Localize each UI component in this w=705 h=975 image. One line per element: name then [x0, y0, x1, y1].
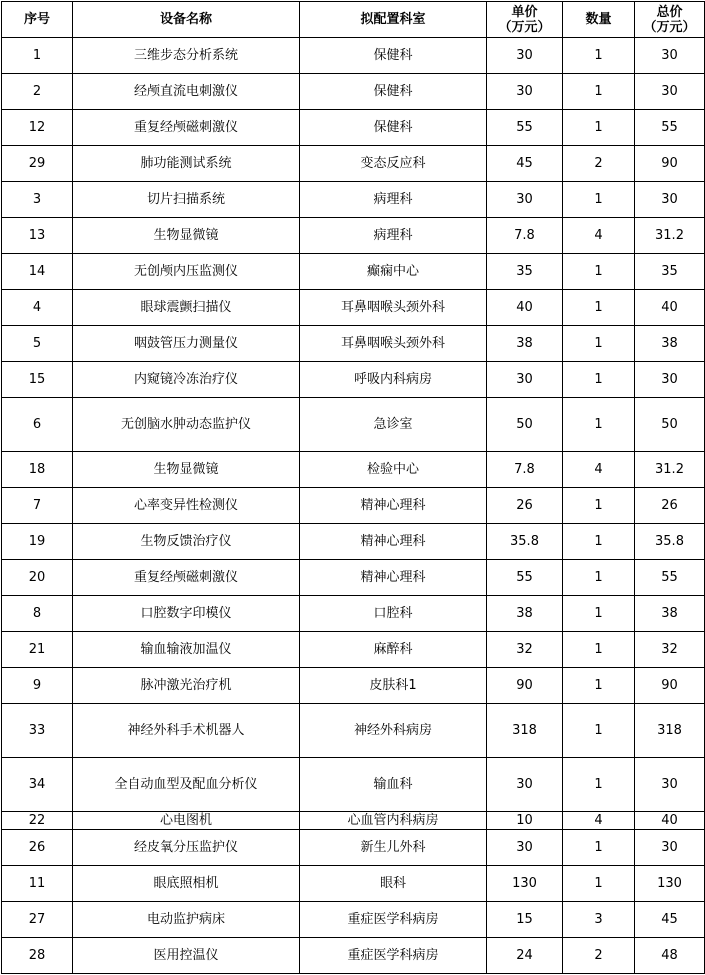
table-row	[2, 758, 705, 812]
cell-unit-price: 7.8	[487, 452, 563, 488]
header-seq: 序号	[2, 2, 73, 38]
table-row	[2, 632, 705, 668]
cell-unit-price: 10	[487, 812, 563, 830]
cell-quantity: 1	[563, 38, 635, 74]
cell-total-price: 31.2	[635, 218, 705, 254]
cell-department: 心血管内科病房	[300, 812, 487, 830]
table-row	[2, 74, 705, 110]
cell-unit-price: 55	[487, 110, 563, 146]
cell-department: 重症医学科病房	[300, 938, 487, 974]
header-total	[635, 2, 705, 38]
cell-total-price: 318	[635, 704, 705, 758]
cell-department: 癫痫中心	[300, 254, 487, 290]
cell-total-price: 31.2	[635, 452, 705, 488]
cell-department: 保健科	[300, 38, 487, 74]
cell-quantity: 1	[563, 182, 635, 218]
cell-unit-price: 35.8	[487, 524, 563, 560]
cell-quantity: 1	[563, 866, 635, 902]
cell-department: 精神心理科	[300, 488, 487, 524]
cell-seq: 7	[2, 488, 73, 524]
table-row	[2, 452, 705, 488]
cell-department: 呼吸内科病房	[300, 362, 487, 398]
cell-quantity: 2	[563, 146, 635, 182]
cell-quantity: 1	[563, 560, 635, 596]
header-dept: 拟配置科室	[300, 2, 487, 38]
cell-total-price: 30	[635, 362, 705, 398]
header-total-label: 总价	[656, 4, 683, 20]
cell-quantity: 3	[563, 902, 635, 938]
cell-department: 口腔科	[300, 596, 487, 632]
cell-total-price: 35.8	[635, 524, 705, 560]
cell-total-price: 40	[635, 812, 705, 830]
table-row	[2, 830, 705, 866]
cell-seq: 14	[2, 254, 73, 290]
cell-unit-price: 35	[487, 254, 563, 290]
cell-quantity: 1	[563, 488, 635, 524]
cell-quantity: 1	[563, 254, 635, 290]
header-row	[2, 2, 705, 38]
cell-device-name: 输血输液加温仪	[73, 632, 300, 668]
cell-department: 眼科	[300, 866, 487, 902]
header-unit-price	[487, 2, 563, 38]
cell-seq: 1	[2, 38, 73, 74]
cell-quantity: 4	[563, 452, 635, 488]
cell-total-price: 30	[635, 74, 705, 110]
cell-total-price: 55	[635, 110, 705, 146]
cell-department: 神经外科病房	[300, 704, 487, 758]
cell-total-price: 30	[635, 182, 705, 218]
cell-quantity: 1	[563, 362, 635, 398]
cell-device-name: 心率变异性检测仪	[73, 488, 300, 524]
table-row	[2, 704, 705, 758]
cell-quantity: 1	[563, 596, 635, 632]
cell-department: 输血科	[300, 758, 487, 812]
cell-department: 急诊室	[300, 398, 487, 452]
cell-department: 变态反应科	[300, 146, 487, 182]
cell-department: 精神心理科	[300, 524, 487, 560]
table-row	[2, 596, 705, 632]
cell-department: 耳鼻咽喉头颈外科	[300, 290, 487, 326]
cell-quantity: 1	[563, 758, 635, 812]
cell-unit-price: 30	[487, 830, 563, 866]
cell-unit-price: 55	[487, 560, 563, 596]
table-row	[2, 524, 705, 560]
cell-total-price: 45	[635, 902, 705, 938]
table-row	[2, 218, 705, 254]
cell-quantity: 1	[563, 632, 635, 668]
cell-total-price: 32	[635, 632, 705, 668]
cell-unit-price: 15	[487, 902, 563, 938]
cell-device-name: 经皮氧分压监护仪	[73, 830, 300, 866]
cell-department: 检验中心	[300, 452, 487, 488]
cell-unit-price: 30	[487, 362, 563, 398]
cell-total-price: 55	[635, 560, 705, 596]
cell-unit-price: 38	[487, 326, 563, 362]
table-row	[2, 938, 705, 974]
cell-department: 麻醉科	[300, 632, 487, 668]
cell-quantity: 1	[563, 290, 635, 326]
cell-total-price: 90	[635, 146, 705, 182]
cell-device-name: 重复经颅磁刺激仪	[73, 560, 300, 596]
cell-seq: 12	[2, 110, 73, 146]
cell-department: 保健科	[300, 74, 487, 110]
cell-device-name: 经颅直流电刺激仪	[73, 74, 300, 110]
cell-unit-price: 30	[487, 74, 563, 110]
cell-unit-price: 30	[487, 182, 563, 218]
cell-seq: 4	[2, 290, 73, 326]
cell-unit-price: 24	[487, 938, 563, 974]
cell-device-name: 生物反馈治疗仪	[73, 524, 300, 560]
cell-device-name: 电动监护病床	[73, 902, 300, 938]
cell-quantity: 1	[563, 110, 635, 146]
cell-device-name: 医用控温仪	[73, 938, 300, 974]
cell-seq: 15	[2, 362, 73, 398]
cell-unit-price: 318	[487, 704, 563, 758]
cell-device-name: 全自动血型及配血分析仪	[73, 758, 300, 812]
header-unit-price-label: 单价	[511, 4, 538, 20]
cell-seq: 34	[2, 758, 73, 812]
cell-unit-price: 50	[487, 398, 563, 452]
cell-total-price: 30	[635, 38, 705, 74]
cell-department: 病理科	[300, 182, 487, 218]
cell-total-price: 40	[635, 290, 705, 326]
cell-seq: 18	[2, 452, 73, 488]
cell-device-name: 眼底照相机	[73, 866, 300, 902]
cell-seq: 11	[2, 866, 73, 902]
cell-device-name: 切片扫描系统	[73, 182, 300, 218]
table-row	[2, 866, 705, 902]
cell-unit-price: 30	[487, 758, 563, 812]
table-row	[2, 38, 705, 74]
cell-seq: 27	[2, 902, 73, 938]
cell-department: 保健科	[300, 110, 487, 146]
table-row	[2, 110, 705, 146]
cell-device-name: 肺功能测试系统	[73, 146, 300, 182]
table-body	[2, 38, 705, 974]
cell-total-price: 48	[635, 938, 705, 974]
table-row	[2, 146, 705, 182]
cell-total-price: 38	[635, 596, 705, 632]
cell-seq: 19	[2, 524, 73, 560]
cell-unit-price: 7.8	[487, 218, 563, 254]
cell-department: 重症医学科病房	[300, 902, 487, 938]
cell-quantity: 4	[563, 812, 635, 830]
cell-unit-price: 26	[487, 488, 563, 524]
header-name: 设备名称	[73, 2, 300, 38]
cell-device-name: 口腔数字印模仪	[73, 596, 300, 632]
cell-quantity: 1	[563, 326, 635, 362]
cell-department: 病理科	[300, 218, 487, 254]
cell-total-price: 38	[635, 326, 705, 362]
equipment-table	[1, 1, 705, 974]
cell-seq: 3	[2, 182, 73, 218]
cell-total-price: 35	[635, 254, 705, 290]
cell-seq: 26	[2, 830, 73, 866]
cell-device-name: 无创脑水肿动态监护仪	[73, 398, 300, 452]
cell-department: 精神心理科	[300, 560, 487, 596]
cell-total-price: 26	[635, 488, 705, 524]
cell-quantity: 1	[563, 524, 635, 560]
cell-unit-price: 90	[487, 668, 563, 704]
cell-seq: 9	[2, 668, 73, 704]
cell-department: 新生儿外科	[300, 830, 487, 866]
cell-quantity: 2	[563, 938, 635, 974]
cell-quantity: 4	[563, 218, 635, 254]
cell-seq: 6	[2, 398, 73, 452]
cell-quantity: 1	[563, 830, 635, 866]
table-row	[2, 812, 705, 830]
cell-quantity: 1	[563, 398, 635, 452]
table-row	[2, 182, 705, 218]
cell-seq: 21	[2, 632, 73, 668]
table-row	[2, 362, 705, 398]
cell-unit-price: 30	[487, 38, 563, 74]
cell-quantity: 1	[563, 704, 635, 758]
cell-device-name: 咽鼓管压力测量仪	[73, 326, 300, 362]
cell-total-price: 30	[635, 758, 705, 812]
cell-total-price: 50	[635, 398, 705, 452]
table-row	[2, 902, 705, 938]
cell-department: 耳鼻咽喉头颈外科	[300, 326, 487, 362]
cell-device-name: 神经外科手术机器人	[73, 704, 300, 758]
cell-total-price: 130	[635, 866, 705, 902]
cell-device-name: 内窥镜冷冻治疗仪	[73, 362, 300, 398]
table-row	[2, 290, 705, 326]
cell-seq: 29	[2, 146, 73, 182]
cell-seq: 13	[2, 218, 73, 254]
cell-seq: 2	[2, 74, 73, 110]
cell-device-name: 心电图机	[73, 812, 300, 830]
header-total-unit: （万元）	[643, 19, 696, 35]
cell-unit-price: 45	[487, 146, 563, 182]
table-row	[2, 398, 705, 452]
table-row	[2, 254, 705, 290]
cell-device-name: 三维步态分析系统	[73, 38, 300, 74]
table-row	[2, 326, 705, 362]
cell-department: 皮肤科1	[300, 668, 487, 704]
cell-device-name: 无创颅内压监测仪	[73, 254, 300, 290]
cell-unit-price: 40	[487, 290, 563, 326]
cell-total-price: 30	[635, 830, 705, 866]
cell-seq: 28	[2, 938, 73, 974]
cell-quantity: 1	[563, 668, 635, 704]
table-row	[2, 668, 705, 704]
cell-total-price: 90	[635, 668, 705, 704]
cell-quantity: 1	[563, 74, 635, 110]
header-unit-price-unit: （万元）	[498, 19, 551, 35]
cell-seq: 22	[2, 812, 73, 830]
cell-device-name: 生物显微镜	[73, 452, 300, 488]
cell-unit-price: 38	[487, 596, 563, 632]
cell-device-name: 重复经颅磁刺激仪	[73, 110, 300, 146]
cell-seq: 33	[2, 704, 73, 758]
cell-device-name: 生物显微镜	[73, 218, 300, 254]
cell-device-name: 眼球震颤扫描仪	[73, 290, 300, 326]
cell-seq: 8	[2, 596, 73, 632]
table-row	[2, 560, 705, 596]
cell-unit-price: 130	[487, 866, 563, 902]
header-qty: 数量	[563, 2, 635, 38]
cell-device-name: 脉冲激光治疗机	[73, 668, 300, 704]
table-row	[2, 488, 705, 524]
cell-seq: 5	[2, 326, 73, 362]
cell-unit-price: 32	[487, 632, 563, 668]
cell-seq: 20	[2, 560, 73, 596]
